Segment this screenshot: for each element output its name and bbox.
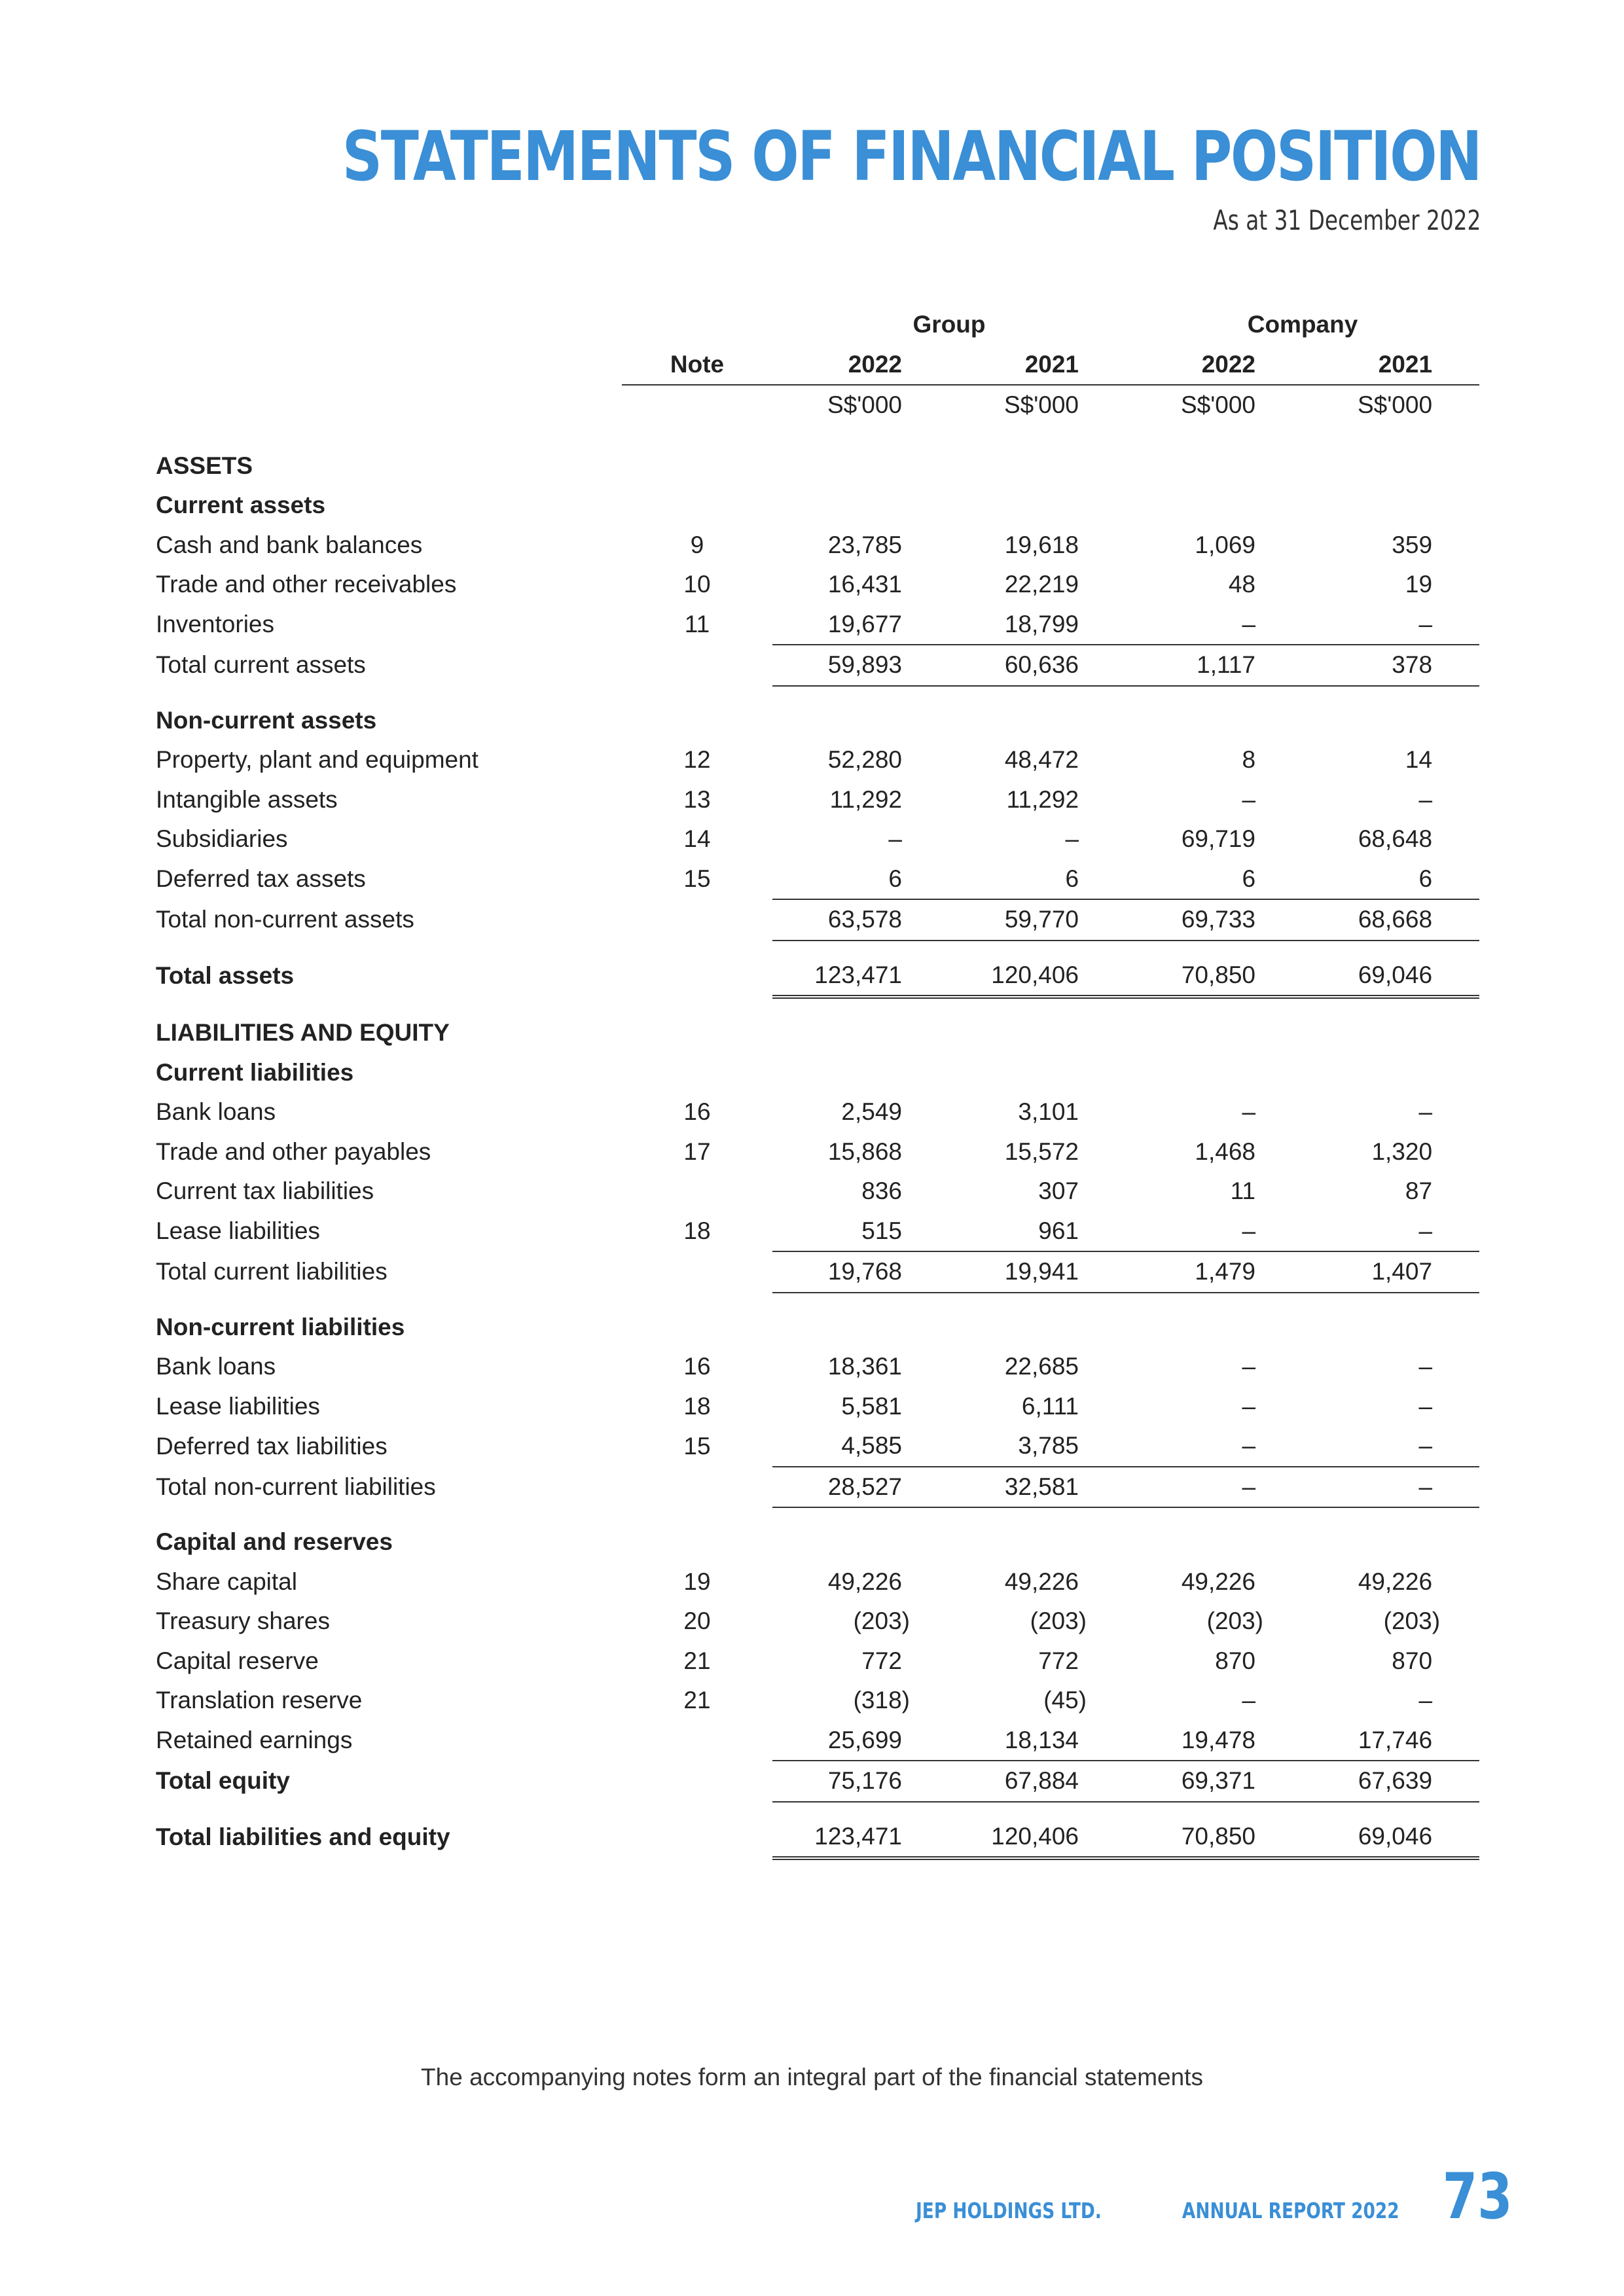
- row-value: 120,406: [949, 956, 1126, 997]
- unit-label: S$'000: [1357, 391, 1433, 419]
- row-label: Capital and reserves: [156, 1528, 393, 1556]
- row-label: Total assets: [156, 962, 295, 990]
- row-note: [622, 486, 772, 526]
- table-row: [151, 1522, 1479, 1562]
- units-row: [151, 385, 1479, 425]
- row-value: 18,134: [949, 1721, 1126, 1761]
- row-note: [622, 899, 772, 941]
- row-note: 16: [683, 1353, 711, 1380]
- row-value: 6: [949, 859, 1126, 900]
- table-row: [151, 645, 1479, 686]
- page-footer: [869, 2160, 1513, 2233]
- row-value: 75,176: [772, 1761, 949, 1802]
- company-header: Company: [1247, 311, 1358, 338]
- row-value: 19,618: [1004, 531, 1079, 558]
- row-value: 6: [1126, 859, 1303, 900]
- row-value: 3,101: [1018, 1098, 1079, 1126]
- row-value: [1126, 446, 1303, 486]
- table-row: [151, 1467, 1479, 1508]
- row-value: –: [1126, 605, 1303, 645]
- table-row: [151, 956, 1479, 997]
- row-label: Capital reserve: [156, 1647, 319, 1674]
- row-value: [1303, 1053, 1479, 1093]
- row-value: 67,639: [1303, 1761, 1479, 1802]
- row-label: Current liabilities: [156, 1058, 354, 1086]
- row-value: 123,471: [772, 1817, 949, 1859]
- row-value: 49,226: [1358, 1568, 1433, 1595]
- row-value: [1303, 1013, 1479, 1053]
- row-value: [772, 486, 949, 526]
- row-value: 69,719: [1181, 825, 1256, 853]
- row-value: [1303, 701, 1479, 741]
- table-row: [151, 1562, 1479, 1602]
- spacer-row: [151, 941, 1479, 956]
- table-row: [151, 701, 1479, 741]
- row-note: [622, 1817, 772, 1859]
- row-value: 70,850: [1126, 1817, 1303, 1859]
- row-value: –: [1303, 1467, 1479, 1508]
- row-note: [622, 1522, 772, 1562]
- row-label: Property, plant and equipment: [156, 746, 478, 774]
- row-value: 772: [861, 1647, 902, 1674]
- table-row: [151, 1641, 1479, 1681]
- row-value: (203): [1206, 1607, 1264, 1635]
- row-value: 69,371: [1126, 1761, 1303, 1802]
- row-value: 60,636: [949, 645, 1126, 686]
- row-value: [949, 486, 1126, 526]
- year-header: 2021: [949, 345, 1126, 386]
- row-label: Total liabilities and equity: [156, 1823, 450, 1851]
- row-value: 22,685: [1004, 1353, 1079, 1380]
- row-value: 49,226: [1181, 1568, 1256, 1595]
- row-note: 20: [683, 1607, 711, 1635]
- row-value: –: [1303, 1211, 1479, 1252]
- row-value: 5,581: [841, 1392, 902, 1420]
- row-value: 18,799: [949, 605, 1126, 645]
- row-note: [622, 446, 772, 486]
- table-row: [151, 1251, 1479, 1293]
- footnote: The accompanying notes form an integral part of the financial statements: [421, 2064, 1203, 2090]
- row-value: –: [1126, 1211, 1303, 1252]
- row-note: [622, 1467, 772, 1508]
- row-value: 515: [772, 1211, 949, 1252]
- row-note: [622, 1053, 772, 1093]
- year-header: 2022: [772, 345, 949, 386]
- row-value: 48: [1228, 571, 1256, 598]
- row-note: [622, 1251, 772, 1293]
- row-value: –: [1126, 1426, 1303, 1467]
- row-value: –: [1418, 1353, 1433, 1380]
- table-row: [151, 1817, 1479, 1859]
- row-value: 961: [949, 1211, 1126, 1252]
- row-value: 11,292: [829, 785, 902, 813]
- row-value: 378: [1303, 645, 1479, 686]
- row-value: (318): [853, 1687, 910, 1714]
- table-row: [151, 1602, 1479, 1641]
- row-note: [622, 1172, 772, 1211]
- row-value: 25,699: [772, 1721, 949, 1761]
- row-value: [1126, 1308, 1303, 1348]
- row-value: 14: [1405, 746, 1433, 774]
- row-value: 870: [1392, 1647, 1433, 1674]
- row-value: [949, 446, 1126, 486]
- row-note: [622, 701, 772, 741]
- row-note: 12: [683, 746, 711, 774]
- row-note: [622, 956, 772, 997]
- row-value: 68,668: [1303, 899, 1479, 941]
- table-row: [151, 1053, 1479, 1093]
- row-label: Total current assets: [156, 651, 366, 679]
- table-row: [151, 740, 1479, 780]
- row-label: Total non-current assets: [156, 906, 414, 933]
- row-value: 3,785: [949, 1426, 1126, 1467]
- table-row: [151, 1721, 1479, 1761]
- row-value: [772, 1308, 949, 1348]
- row-value: [772, 701, 949, 741]
- page-title: STATEMENTS OF FINANCIAL POSITION: [342, 117, 1481, 196]
- table-row: [151, 565, 1479, 605]
- row-value: 1,320: [1371, 1138, 1433, 1165]
- row-label: Total current liabilities: [156, 1258, 388, 1285]
- row-value: 6: [1303, 859, 1479, 900]
- row-value: 8: [1242, 746, 1256, 774]
- row-value: 69,046: [1303, 956, 1479, 997]
- row-value: 18,361: [827, 1353, 902, 1380]
- row-value: 67,884: [949, 1761, 1126, 1802]
- row-value: 772: [1038, 1647, 1079, 1674]
- row-value: 1,479: [1126, 1251, 1303, 1293]
- row-value: 359: [1392, 531, 1433, 558]
- row-value: [1126, 1522, 1303, 1562]
- row-label: Retained earnings: [156, 1727, 353, 1754]
- row-label: Share capital: [156, 1568, 297, 1595]
- row-label: Cash and bank balances: [156, 531, 423, 558]
- unit-label: S$'000: [1003, 391, 1079, 419]
- row-value: 307: [1038, 1177, 1079, 1205]
- row-value: –: [1418, 1392, 1433, 1420]
- year-header-row: [151, 345, 1479, 386]
- row-value: [772, 446, 949, 486]
- row-value: [772, 1053, 949, 1093]
- table-row: [151, 1132, 1479, 1172]
- row-value: 70,850: [1126, 956, 1303, 997]
- row-value: 1,468: [1195, 1138, 1256, 1165]
- row-value: –: [1303, 1426, 1479, 1467]
- group-header: Group: [912, 311, 986, 338]
- row-value: –: [1242, 1098, 1256, 1126]
- footer-company: JEP HOLDINGS LTD.: [915, 2198, 1102, 2223]
- row-value: 1,407: [1303, 1251, 1479, 1293]
- row-value: 1,117: [1126, 645, 1303, 686]
- row-value: 2,549: [841, 1098, 902, 1126]
- row-note: 18: [683, 1217, 711, 1245]
- row-value: 19,478: [1126, 1721, 1303, 1761]
- row-label: Deferred tax liabilities: [156, 1432, 388, 1460]
- row-note: 9: [690, 531, 704, 558]
- row-value: 68,648: [1358, 825, 1433, 853]
- row-value: (203): [1030, 1607, 1087, 1635]
- unit-label: S$'000: [1180, 391, 1256, 419]
- row-label: Non-current assets: [156, 706, 377, 734]
- row-value: 19,677: [772, 605, 949, 645]
- row-value: 19: [1405, 571, 1433, 598]
- row-value: 63,578: [772, 899, 949, 941]
- row-value: 11: [1230, 1177, 1256, 1205]
- row-value: [1303, 1308, 1479, 1348]
- row-label: Total equity: [156, 1767, 290, 1795]
- row-label: Translation reserve: [156, 1687, 363, 1714]
- row-label: Bank loans: [156, 1353, 276, 1380]
- spacer-row: [151, 1293, 1479, 1308]
- row-label: Current tax liabilities: [156, 1177, 374, 1205]
- row-note: [622, 1308, 772, 1348]
- row-note: 11: [684, 611, 710, 638]
- row-value: –: [1242, 1353, 1256, 1380]
- row-label: LIABILITIES AND EQUITY: [156, 1019, 450, 1047]
- spacer-row: [151, 997, 1479, 1013]
- group-company-header-row: [151, 305, 1479, 345]
- table-row: [151, 446, 1479, 486]
- table-row: [151, 486, 1479, 526]
- table-row: [151, 1681, 1479, 1721]
- row-value: –: [1065, 825, 1079, 853]
- row-value: [1126, 1053, 1303, 1093]
- spacer-row: [151, 1802, 1479, 1817]
- row-note: 19: [683, 1568, 711, 1595]
- row-value: 23,785: [827, 531, 902, 558]
- table-row: [151, 1172, 1479, 1211]
- row-value: 48,472: [1004, 746, 1079, 774]
- row-label: Lease liabilities: [156, 1392, 320, 1420]
- table-row: [151, 1426, 1479, 1467]
- table-row: [151, 780, 1479, 820]
- row-note: 16: [683, 1098, 711, 1126]
- row-value: [1126, 1013, 1303, 1053]
- row-value: 123,471: [772, 956, 949, 997]
- row-value: –: [1418, 785, 1433, 813]
- row-label: ASSETS: [156, 452, 253, 479]
- table-row: [151, 1211, 1479, 1252]
- row-value: 120,406: [949, 1817, 1126, 1859]
- row-value: 19,941: [949, 1251, 1126, 1293]
- row-value: 22,219: [1004, 571, 1079, 598]
- row-note: 15: [683, 1432, 711, 1460]
- row-value: 870: [1215, 1647, 1256, 1674]
- spacer-row: [151, 1507, 1479, 1522]
- row-value: 15,868: [827, 1138, 902, 1165]
- row-value: [1126, 486, 1303, 526]
- row-label: Non-current liabilities: [156, 1313, 405, 1340]
- row-value: [1303, 486, 1479, 526]
- row-value: 16,431: [827, 571, 902, 598]
- row-value: 69,046: [1303, 1817, 1479, 1859]
- table-row: [151, 1761, 1479, 1802]
- row-value: 32,581: [949, 1467, 1126, 1508]
- note-header: Note: [622, 345, 772, 386]
- table-row: [151, 605, 1479, 645]
- row-value: 52,280: [827, 746, 902, 774]
- row-value: –: [1303, 605, 1479, 645]
- row-value: 19,768: [772, 1251, 949, 1293]
- row-value: 836: [861, 1177, 902, 1205]
- table-row: [151, 859, 1479, 900]
- row-value: [949, 1522, 1126, 1562]
- table-row: [151, 1387, 1479, 1427]
- table-row: [151, 1347, 1479, 1387]
- page-number: 73: [1443, 2160, 1513, 2233]
- footer-report: ANNUAL REPORT 2022: [1182, 2198, 1399, 2223]
- row-value: [949, 701, 1126, 741]
- row-label: Trade and other receivables: [156, 571, 457, 598]
- row-value: (45): [1043, 1687, 1087, 1714]
- row-value: 1,069: [1195, 531, 1256, 558]
- table-row: [151, 1308, 1479, 1348]
- unit-label: S$'000: [827, 391, 902, 419]
- row-label: Trade and other payables: [156, 1138, 431, 1165]
- row-value: –: [1242, 1687, 1256, 1714]
- row-value: [949, 1053, 1126, 1093]
- row-label: Inventories: [156, 611, 274, 638]
- row-value: 15,572: [1004, 1138, 1079, 1165]
- row-label: Current assets: [156, 492, 326, 519]
- row-value: [1126, 701, 1303, 741]
- row-value: –: [1418, 1098, 1433, 1126]
- row-value: (203): [853, 1607, 910, 1635]
- year-header: 2022: [1126, 345, 1303, 386]
- row-value: 11,292: [1006, 785, 1079, 813]
- row-value: –: [1242, 785, 1256, 813]
- row-label: Subsidiaries: [156, 825, 288, 853]
- row-value: (203): [1383, 1607, 1441, 1635]
- row-value: 49,226: [1004, 1568, 1079, 1595]
- row-note: 17: [683, 1138, 711, 1165]
- row-label: Deferred tax assets: [156, 865, 366, 893]
- table-row: [151, 1092, 1479, 1132]
- row-value: [1303, 446, 1479, 486]
- row-label: Treasury shares: [156, 1607, 330, 1635]
- row-note: 18: [683, 1392, 711, 1420]
- row-value: [772, 1522, 949, 1562]
- row-label: Total non-current liabilities: [156, 1473, 436, 1500]
- table-row: [151, 1013, 1479, 1053]
- row-note: 10: [683, 571, 711, 598]
- row-value: –: [1418, 1687, 1433, 1714]
- row-note: [622, 645, 772, 686]
- row-value: 69,733: [1126, 899, 1303, 941]
- row-value: 87: [1405, 1177, 1433, 1205]
- spacer-row: [151, 686, 1479, 701]
- row-value: 59,893: [772, 645, 949, 686]
- row-note: 13: [683, 785, 711, 813]
- row-value: 4,585: [772, 1426, 949, 1467]
- spacer-row: [151, 425, 1479, 446]
- row-value: [949, 1308, 1126, 1348]
- row-note: 21: [683, 1687, 711, 1714]
- row-note: 15: [683, 865, 711, 893]
- row-value: –: [888, 825, 902, 853]
- row-value: –: [1126, 1467, 1303, 1508]
- row-label: Lease liabilities: [156, 1217, 320, 1245]
- row-note: [622, 1761, 772, 1802]
- row-value: [1303, 1522, 1479, 1562]
- row-value: 6: [772, 859, 949, 900]
- row-note: 21: [683, 1647, 711, 1674]
- row-value: –: [1242, 1392, 1256, 1420]
- row-label: Intangible assets: [156, 785, 338, 813]
- row-note: 14: [683, 825, 711, 853]
- row-value: [949, 1013, 1126, 1053]
- row-value: 17,746: [1303, 1721, 1479, 1761]
- year-header: 2021: [1303, 345, 1479, 386]
- row-value: [772, 1013, 949, 1053]
- row-value: 6,111: [1021, 1392, 1079, 1420]
- table-row: [151, 526, 1479, 565]
- statement-date: As at 31 December 2022: [1213, 204, 1481, 236]
- financial-position-table: [151, 305, 1479, 1860]
- row-label: Bank loans: [156, 1098, 276, 1126]
- row-value: 49,226: [827, 1568, 902, 1595]
- table-row: [151, 899, 1479, 941]
- table-row: [151, 819, 1479, 859]
- row-note: [622, 1721, 772, 1761]
- row-note: [622, 1013, 772, 1053]
- row-value: 59,770: [949, 899, 1126, 941]
- row-value: 28,527: [772, 1467, 949, 1508]
